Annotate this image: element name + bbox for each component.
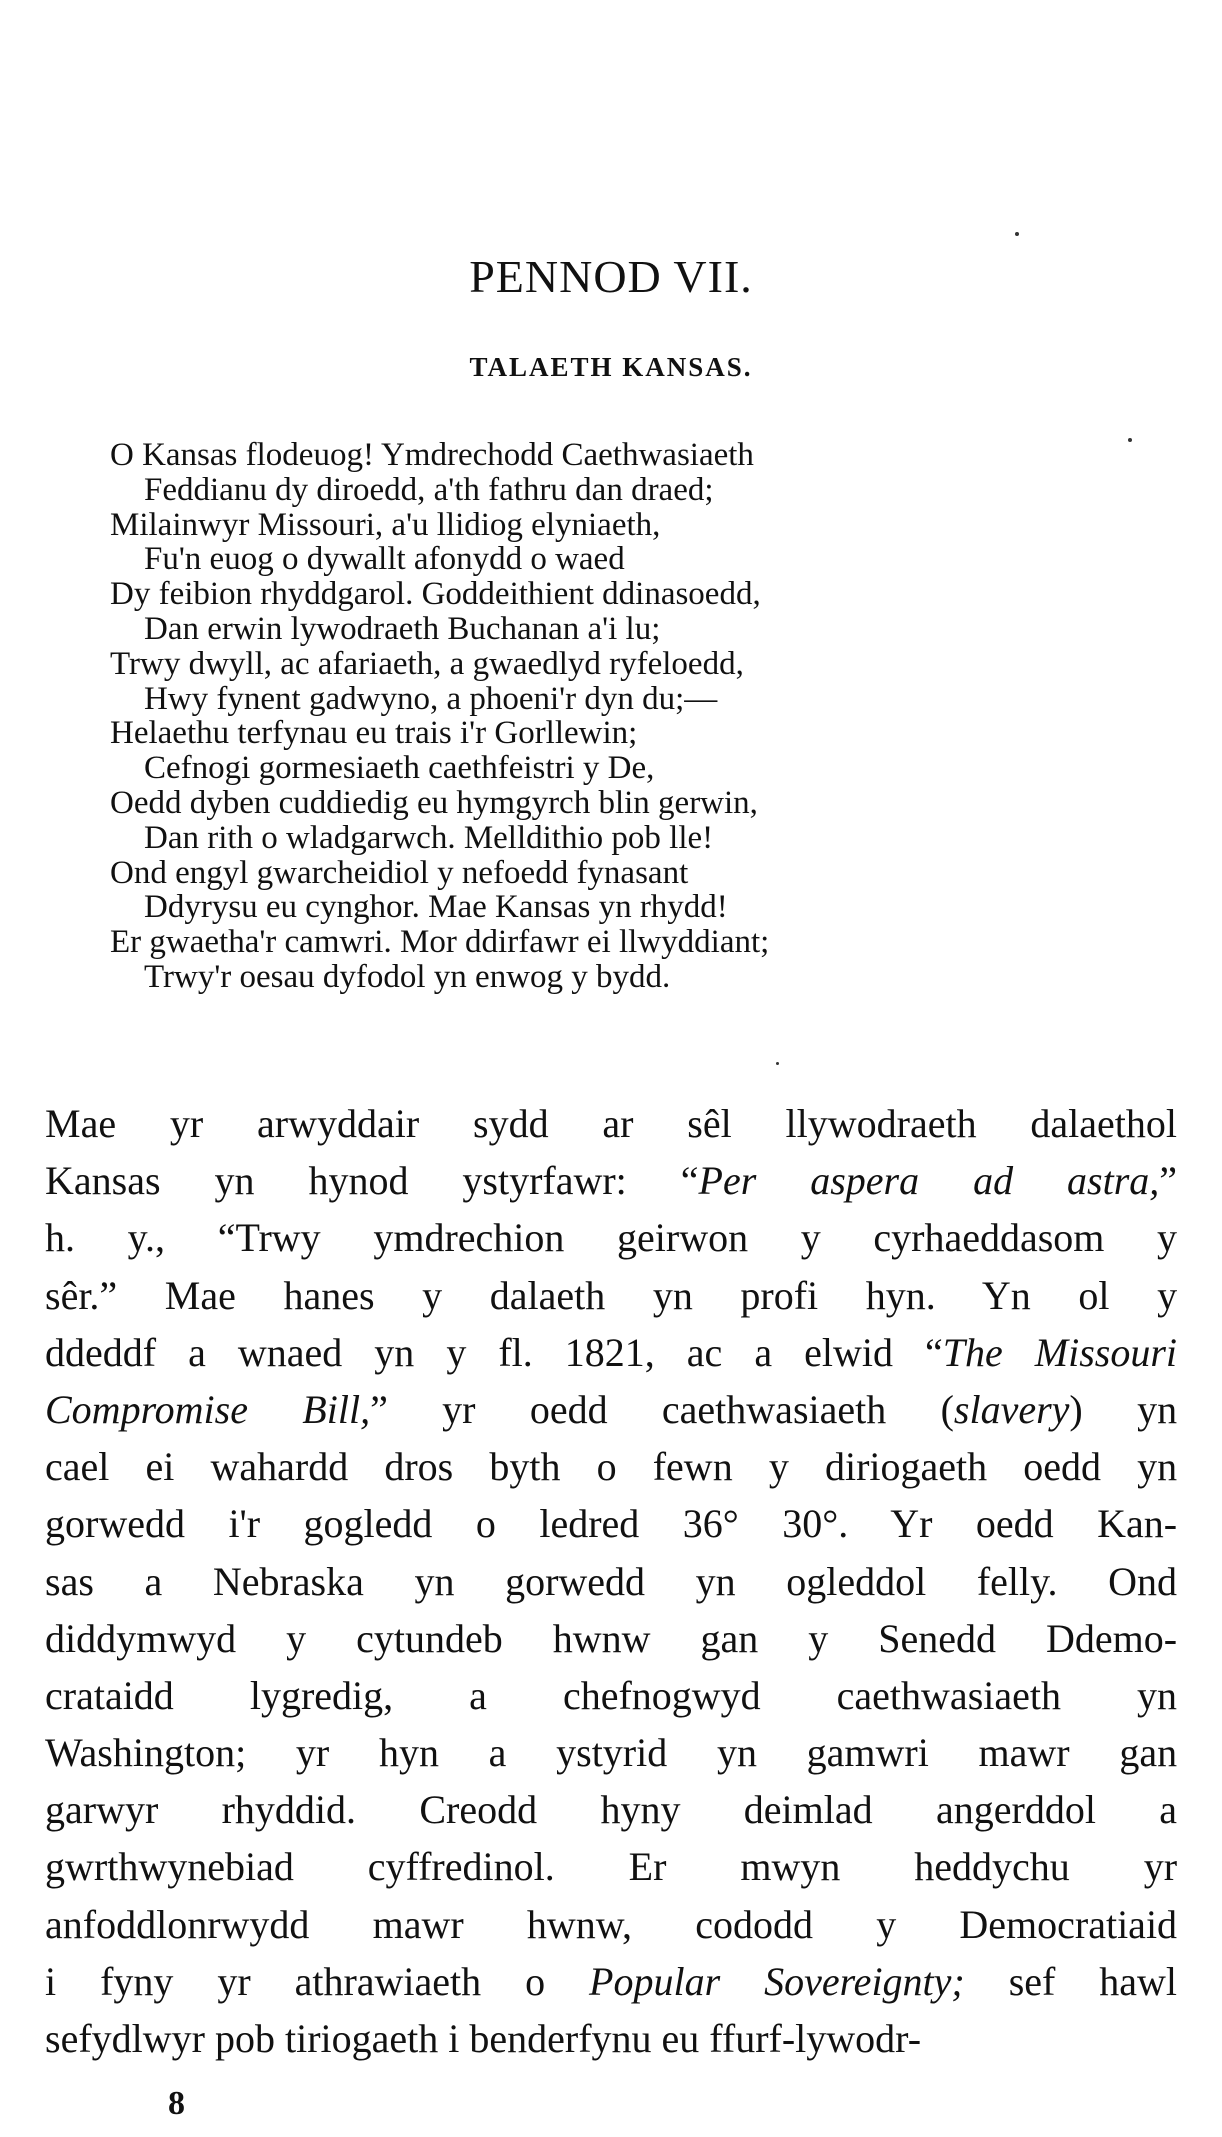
poem-line: Oedd dyben cuddiedig eu hymgyrch blin gerwin, xyxy=(110,784,758,821)
word: h. xyxy=(45,1215,75,1261)
word: Ond xyxy=(1108,1558,1177,1604)
word: ystyrfawr: xyxy=(462,1158,627,1204)
word: deimlad xyxy=(743,1787,873,1833)
body-line xyxy=(45,1095,1177,1152)
poem-line: Fu'n euog o dywallt afonydd o waed xyxy=(144,541,625,578)
chapter-title: PENNOD VII. xyxy=(469,251,753,302)
word: rhyddid. xyxy=(221,1787,357,1833)
word: ac xyxy=(686,1329,723,1375)
word: o xyxy=(596,1444,617,1490)
body-line xyxy=(45,1781,1177,1838)
poem-line: Cefnogi gormesiaeth caethfeistri y De, xyxy=(144,750,655,787)
body-line xyxy=(45,1324,1177,1381)
word: ( xyxy=(940,1386,954,1432)
word: a xyxy=(469,1672,487,1718)
word: yn xyxy=(374,1329,415,1375)
word: sêr.” xyxy=(45,1272,118,1318)
poem-line: Milainwyr Missouri, a'u llidiog elyniaeth, xyxy=(110,506,661,543)
word: yr xyxy=(169,1101,204,1146)
word: oedd xyxy=(975,1501,1054,1547)
word: “Trwy xyxy=(217,1215,321,1261)
word: gogledd xyxy=(303,1501,433,1547)
word: angerddol xyxy=(935,1787,1096,1833)
word: ” xyxy=(370,1386,388,1432)
word: Nebraska xyxy=(212,1558,364,1604)
word: fewn xyxy=(652,1444,733,1490)
word: 1821, xyxy=(564,1329,655,1375)
word: y xyxy=(422,1272,443,1318)
word: Creodd xyxy=(419,1787,538,1833)
body-line xyxy=(45,1152,1177,1209)
word: yn xyxy=(652,1272,693,1318)
word: gorwedd xyxy=(505,1558,646,1604)
word: Democratiaid xyxy=(959,1901,1178,1947)
word: “ xyxy=(680,1158,699,1204)
word: profi xyxy=(740,1272,819,1318)
word: y xyxy=(286,1615,307,1661)
poem-line: Trwy'r oesau dyfodol yn enwog y bydd. xyxy=(144,958,671,995)
word: llywodraeth xyxy=(785,1101,977,1146)
word: i xyxy=(448,2016,460,2061)
italic-word: Compromise xyxy=(45,1386,248,1432)
word: yn xyxy=(716,1730,757,1776)
word: ogleddol xyxy=(786,1558,927,1604)
word: Washington; xyxy=(45,1730,247,1776)
poem-line: O Kansas flodeuog! Ymdrechodd Caethwasiaeth xyxy=(110,437,754,473)
italic-word: ad xyxy=(973,1158,1014,1204)
word: byth xyxy=(489,1444,561,1490)
word: y xyxy=(800,1215,821,1261)
word: hynod xyxy=(308,1158,409,1204)
word: wnaed xyxy=(237,1329,343,1375)
word: caethwasiaeth xyxy=(836,1672,1061,1718)
poem-line: Dan erwin lywodraeth Buchanan a'i lu; xyxy=(144,610,661,647)
word: oedd xyxy=(529,1386,608,1432)
word: dros xyxy=(384,1444,454,1490)
body-line xyxy=(45,1209,1177,1266)
word: Kansas xyxy=(45,1158,161,1204)
word: oedd xyxy=(1023,1444,1102,1490)
italic-word: The xyxy=(942,1329,1003,1375)
word: sefydlwyr xyxy=(45,2016,205,2061)
poem-line: Trwy dwyll, ac afariaeth, a gwaedlyd ryfeloedd, xyxy=(110,645,744,682)
italic-word: Popular xyxy=(589,1958,721,2004)
word: mwyn xyxy=(740,1844,841,1890)
word: yn xyxy=(695,1558,736,1604)
word: Mae xyxy=(164,1272,236,1318)
signature-mark: 8 xyxy=(168,2085,185,2122)
word: garwyr xyxy=(45,1787,159,1833)
word: ledred xyxy=(539,1501,640,1547)
word: y xyxy=(1157,1215,1178,1261)
word: cyffredinol. xyxy=(367,1844,555,1890)
word: athrawiaeth xyxy=(294,1958,482,2004)
word: yr xyxy=(295,1730,330,1776)
word: crataidd xyxy=(45,1672,174,1718)
word: a xyxy=(754,1329,773,1375)
poem-line: Hwy fynent gadwyno, a phoeni'r dyn du;— xyxy=(144,680,718,717)
word: mawr xyxy=(978,1730,1070,1776)
poem xyxy=(110,438,1130,995)
body-line xyxy=(45,1953,1177,2010)
word: sef xyxy=(1008,1958,1056,2004)
italic-word: aspera xyxy=(810,1158,920,1204)
word: gan xyxy=(700,1615,759,1661)
word: cododd xyxy=(695,1901,813,1947)
poem-line: Helaethu terfynau eu trais i'r Gorllewin; xyxy=(110,715,638,752)
word: wahardd xyxy=(210,1444,349,1490)
body-line xyxy=(45,1896,1177,1953)
word: caethwasiaeth xyxy=(661,1386,887,1432)
word: lygredig, xyxy=(249,1672,394,1718)
word: hanes xyxy=(283,1272,375,1318)
word: Mae xyxy=(45,1101,117,1146)
body-line xyxy=(45,1381,1177,1438)
word: Senedd xyxy=(878,1615,996,1661)
poem-line: Dy feibion rhyddgarol. Goddeithient ddinasoedd, xyxy=(110,576,761,613)
word: hawl xyxy=(1099,1958,1178,2004)
word: yn xyxy=(414,1558,455,1604)
word: ystyrid xyxy=(556,1730,668,1776)
word: yn xyxy=(1137,1672,1178,1718)
word: yn xyxy=(214,1158,255,1204)
word: ” xyxy=(1159,1158,1178,1204)
word: gamwri xyxy=(806,1730,929,1776)
word: cyrhaeddasom xyxy=(873,1215,1105,1261)
word: ddeddf xyxy=(45,1329,157,1375)
word: tiriogaeth xyxy=(284,2016,439,2061)
word: anfoddlonrwydd xyxy=(45,1901,310,1947)
poem-line: Ond engyl gwarcheidiol y nefoedd fynasant xyxy=(110,854,689,891)
word: fl. xyxy=(498,1329,533,1375)
body-line xyxy=(45,1553,1177,1610)
italic-word: Sovereignty; xyxy=(764,1958,965,2004)
word: benderfynu xyxy=(469,2016,652,2061)
word: Ddemo- xyxy=(1045,1615,1178,1661)
body-line xyxy=(45,1724,1177,1781)
word: Yr xyxy=(890,1501,933,1547)
word: y xyxy=(808,1615,829,1661)
body-line xyxy=(45,1438,1177,1495)
italic-word: Bill, xyxy=(302,1386,371,1432)
word: diriogaeth xyxy=(824,1444,988,1490)
word: arwyddair xyxy=(257,1101,420,1146)
word: i'r xyxy=(228,1501,261,1547)
body-line xyxy=(45,1838,1177,1895)
word: gan xyxy=(1119,1730,1178,1776)
word: cael xyxy=(45,1444,110,1490)
word: chefnogwyd xyxy=(562,1672,761,1718)
word: hyn. xyxy=(865,1272,936,1318)
word: dalaethol xyxy=(1030,1101,1178,1146)
poem-line: Dan rith o wladgarwch. Melldithio pob lle! xyxy=(144,819,714,856)
word: sydd xyxy=(473,1101,549,1146)
print-speck xyxy=(776,1062,779,1065)
word: yn xyxy=(1137,1444,1178,1490)
body-line xyxy=(45,1495,1177,1552)
word: pob xyxy=(214,2016,275,2061)
word: sas xyxy=(45,1558,94,1604)
word: y., xyxy=(127,1215,166,1261)
word: 30°. xyxy=(782,1501,849,1547)
word: “ xyxy=(925,1329,943,1375)
word: dalaeth xyxy=(489,1272,606,1318)
italic-word: Missouri xyxy=(1034,1329,1178,1375)
print-speck xyxy=(1015,232,1019,236)
word: Er xyxy=(628,1844,667,1890)
word: Yn xyxy=(981,1272,1031,1318)
poem-line: Ddyrysu eu cynghor. Mae Kansas yn rhydd! xyxy=(144,889,728,926)
word: yn xyxy=(1137,1386,1178,1432)
body-line xyxy=(45,2010,1177,2067)
word: yr xyxy=(217,1958,251,2004)
print-speck xyxy=(1128,438,1132,442)
word: i xyxy=(45,1958,57,2004)
word: ar xyxy=(602,1101,634,1146)
word: heddychu xyxy=(914,1844,1070,1890)
word: hyn xyxy=(378,1730,439,1776)
word: y xyxy=(446,1329,467,1375)
italic-word: astra, xyxy=(1067,1158,1160,1204)
poem-line: Feddianu dy diroedd, a'th fathru dan draed; xyxy=(144,471,714,508)
word: gorwedd xyxy=(45,1501,185,1547)
word: ol xyxy=(1078,1272,1110,1318)
word: a xyxy=(1159,1787,1178,1833)
word: cytundeb xyxy=(356,1615,503,1661)
word: geirwon xyxy=(617,1215,749,1261)
word: ei xyxy=(145,1444,175,1490)
word: ffurf-lywodr- xyxy=(709,2016,922,2061)
word: o xyxy=(475,1501,496,1547)
italic-word: Per xyxy=(698,1158,757,1204)
word: hyny xyxy=(600,1787,681,1833)
poem-line: Er gwaetha'r camwri. Mor ddirfawr ei llwyddiant; xyxy=(110,924,770,961)
word: Kan- xyxy=(1097,1501,1178,1547)
word: yr xyxy=(442,1386,476,1432)
word: y xyxy=(768,1444,789,1490)
word: diddymwyd xyxy=(45,1615,237,1661)
word: a xyxy=(144,1558,163,1604)
word: gwrthwynebiad xyxy=(45,1844,294,1890)
body-paragraph xyxy=(45,1095,1177,2067)
word: elwid xyxy=(804,1329,893,1375)
word: hwnw xyxy=(552,1615,651,1661)
word: hwnw, xyxy=(526,1901,633,1947)
word: sêl xyxy=(687,1101,732,1146)
section-title: TALAETH KANSAS. xyxy=(469,352,753,382)
body-line xyxy=(45,1667,1177,1724)
italic-word: slavery xyxy=(953,1386,1070,1432)
word: fyny xyxy=(100,1958,174,2004)
word: a xyxy=(188,1329,206,1375)
word: mawr xyxy=(372,1901,464,1947)
body-line xyxy=(45,1267,1177,1324)
word: ymdrechion xyxy=(373,1215,565,1261)
word: yr xyxy=(1143,1844,1178,1890)
word: felly. xyxy=(976,1558,1058,1604)
word: 36° xyxy=(682,1501,739,1547)
word: y xyxy=(876,1901,897,1947)
word: ) xyxy=(1069,1386,1083,1432)
body-line xyxy=(45,1610,1177,1667)
word: a xyxy=(488,1730,507,1776)
word: eu xyxy=(661,2016,700,2061)
word: o xyxy=(525,1958,546,2004)
word: y xyxy=(1157,1272,1178,1318)
